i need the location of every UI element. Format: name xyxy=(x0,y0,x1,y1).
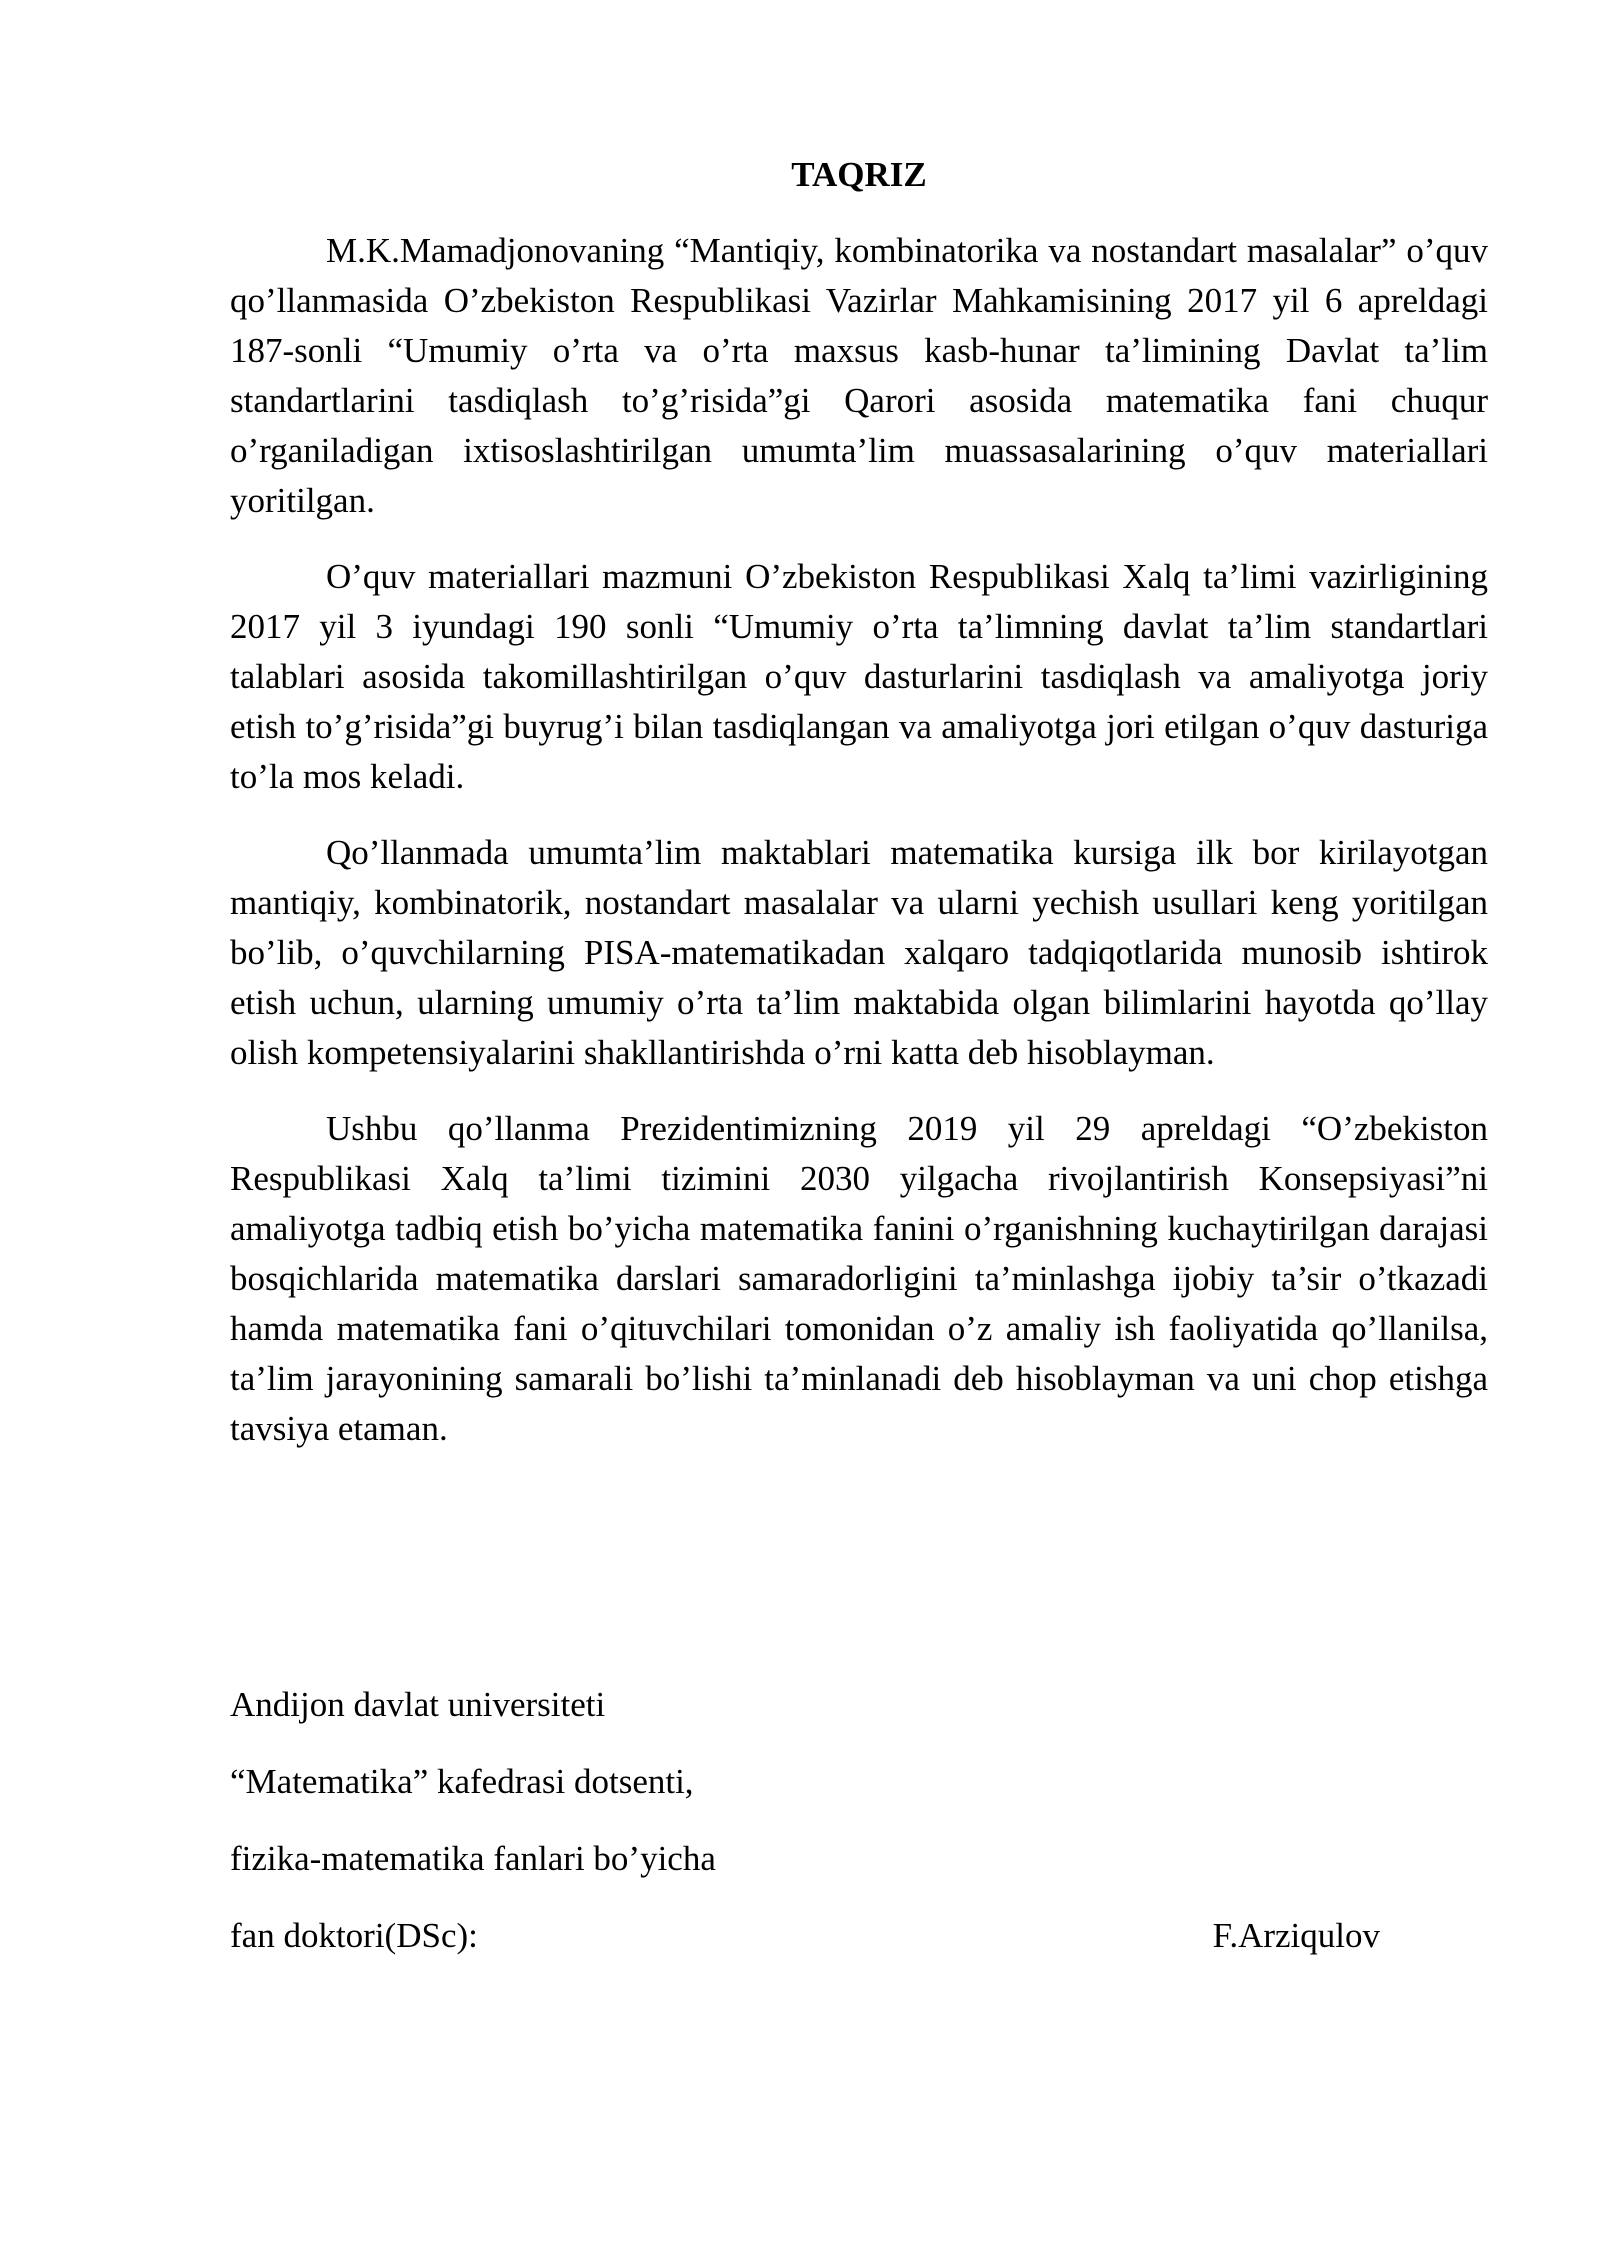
document-title: TAQRIZ xyxy=(791,155,927,194)
signature-degree-row xyxy=(230,1911,1380,1961)
signature-block xyxy=(230,1680,1488,1988)
signature-department: “Matematika” kafedrasi dotsenti, xyxy=(230,1762,694,1801)
paragraph-3: Qo’llanmada umumta’lim maktablari matematika kursiga ilk bor kirilayotgan mantiqiy, kombinatorik, nostandart masalalar va ularni yechish usullari keng yoritilgan bo’lib, o’quvchilarning PISA-matematikadan xalqaro tadqiqotlarida munosib ishtirok etish uchun, ularning umumiy o’rta ta’lim maktabida olgan bilimlarini hayotda qo’llay olish kompetensiyalarini shakllantirishda o’rni katta deb hisoblayman. xyxy=(230,833,1488,1072)
signature-institution: Andijon davlat universiteti xyxy=(230,1685,606,1724)
paragraph-4: Ushbu qo’llanma Prezidentimizning 2019 yil 29 apreldagi “O’zbekiston Respublikasi Xalq ta’limi tizimini 2030 yilgacha rivojlantirish Konsepsiyasi”ni amaliyotga tadbiq etish bo’yicha matematika fanini o’rganishning kuchaytirilgan darajasi bosqichlarida matematika darslari samaradorligini ta’minlashga ijobiy ta’sir o’tkazadi hamda matematika fani o’qituvchilari tomonidan o’z amaliy ish faoliyatida qo’llanilsa, ta’lim jarayonining samarali bo’lishi ta’minlanadi deb hisoblayman va uni chop etishga tavsiya etaman. xyxy=(230,1109,1488,1448)
signature-field: fizika-matematika fanlari bo’yicha xyxy=(230,1839,716,1878)
signature-name: F.Arziqulov xyxy=(1212,1916,1380,1955)
paragraph-1: M.K.Mamadjonovaning “Mantiqiy, kombinatorika va nostandart masalalar” o’quv qo’llanmasida O’zbekiston Respublikasi Vazirlar Mahkamisining 2017 yil 6 apreldagi 187-sonli “Umumiy o’rta va o’rta maxsus kasb-hunar ta’limining Davlat ta’lim standartlarini tasdiqlash to’g’risida”gi Qarori asosida matematika fani chuqur o’rganiladigan ixtisoslashtirilgan umumta’lim muassasalarining o’quv materiallari yoritilgan. xyxy=(230,231,1488,520)
paragraph-2: O’quv materiallari mazmuni O’zbekiston Respublikasi Xalq ta’limi vazirligining 2017 yil 3 iyundagi 190 sonli “Umumiy o’rta ta’limning davlat ta’lim standartlari talablari asosida takomillashtirilgan o’quv dasturlarini tasdiqlash va amaliyotga joriy etish to’g’risida”gi buyrug’i bilan tasdiqlangan va amaliyotga jori etilgan o’quv dasturiga to’la mos keladi. xyxy=(230,557,1488,796)
document-body xyxy=(230,226,1488,1480)
signature-degree: fan doktori(DSc): xyxy=(230,1916,478,1955)
